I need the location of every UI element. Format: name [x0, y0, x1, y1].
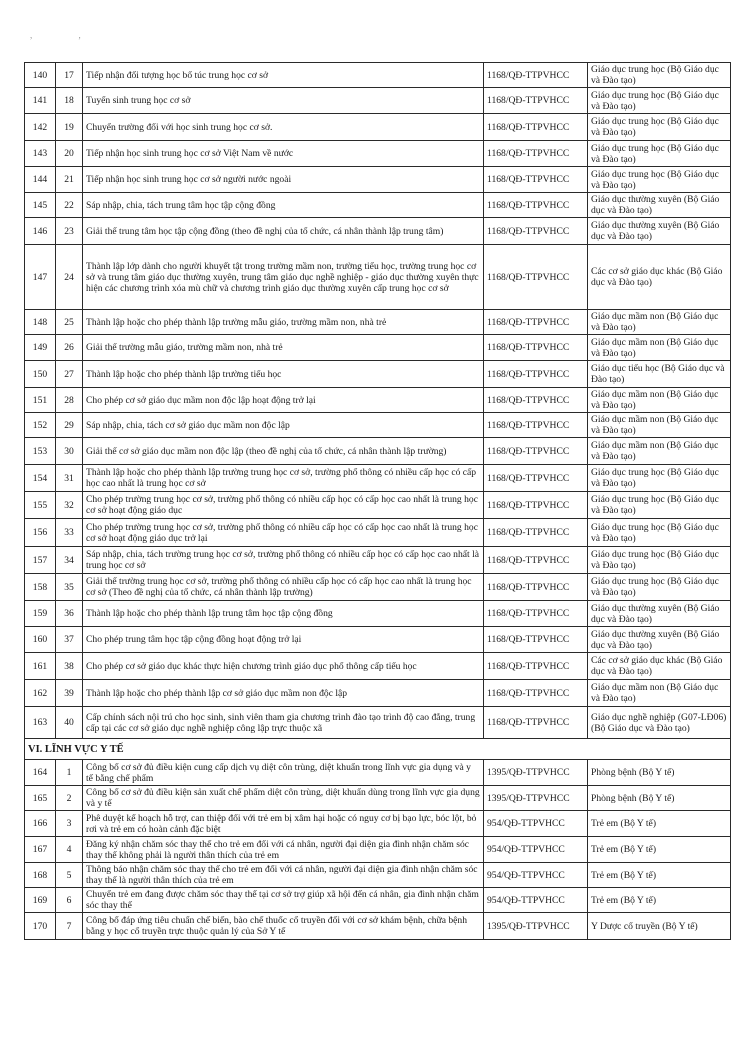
procedure-name: Sáp nhập, chia, tách cơ sở giáo dục mầm non độc lập	[83, 413, 484, 438]
section-row-health	[25, 739, 731, 760]
decision-code: 1168/QĐ-TTPVHCC	[484, 438, 588, 465]
decision-code: 1395/QĐ-TTPVHCC	[484, 913, 588, 940]
table-row	[25, 218, 731, 245]
procedure-field: Giáo dục trung học (Bộ Giáo dục và Đào tạo)	[588, 167, 731, 193]
procedure-name: Thành lập hoặc cho phép thành lập trường mẫu giáo, trường mầm non, nhà trẻ	[83, 310, 484, 335]
row-stt: 146	[25, 218, 56, 245]
row-stt: 159	[25, 601, 56, 627]
procedure-field: Giáo dục trung học (Bộ Giáo dục và Đào tạo)	[588, 88, 731, 114]
decision-code: 1168/QĐ-TTPVHCC	[484, 193, 588, 218]
decision-code: 1168/QĐ-TTPVHCC	[484, 547, 588, 574]
table-row	[25, 519, 731, 547]
row-number: 27	[56, 361, 83, 388]
procedure-name: Cho phép trung tâm học tập cộng đồng hoạt động trở lại	[83, 627, 484, 653]
procedure-field: Phòng bệnh (Bộ Y tế)	[588, 760, 731, 786]
row-number: 28	[56, 388, 83, 413]
decision-code: 954/QĐ-TTPVHCC	[484, 863, 588, 888]
row-number: 3	[56, 811, 83, 837]
row-number: 1	[56, 760, 83, 786]
table-row	[25, 863, 731, 888]
health-rows	[25, 760, 731, 940]
table-row	[25, 438, 731, 465]
procedure-name: Thông báo nhận chăm sóc thay thế cho trẻ em đối với cá nhân, người đại diện gia đình nhận chăm sóc thay thế là người thân thích của trẻ em	[83, 863, 484, 888]
row-stt: 166	[25, 811, 56, 837]
decision-code: 1168/QĐ-TTPVHCC	[484, 492, 588, 519]
procedure-name: Thành lập hoặc cho phép thành lập cơ sở giáo dục mầm non độc lập	[83, 680, 484, 707]
row-number: 38	[56, 653, 83, 680]
row-stt: 158	[25, 574, 56, 601]
table-row	[25, 627, 731, 653]
decision-code: 954/QĐ-TTPVHCC	[484, 837, 588, 863]
decision-code: 1168/QĐ-TTPVHCC	[484, 88, 588, 114]
row-stt: 163	[25, 707, 56, 739]
scan-corner-marks: , ,	[30, 30, 103, 40]
education-rows	[25, 63, 731, 739]
table-row	[25, 760, 731, 786]
decision-code: 1168/QĐ-TTPVHCC	[484, 413, 588, 438]
row-number: 35	[56, 574, 83, 601]
row-number: 36	[56, 601, 83, 627]
table-row	[25, 653, 731, 680]
procedure-field: Giáo dục nghề nghiệp (G07-LĐ06) (Bộ Giáo dục và Đào tạo)	[588, 707, 731, 739]
row-number: 22	[56, 193, 83, 218]
procedure-field: Giáo dục thường xuyên (Bộ Giáo dục và Đào tạo)	[588, 193, 731, 218]
procedure-name: Thành lập lớp dành cho người khuyết tật trong trường mầm non, trường tiểu học, trường trung học cơ sở và trung tâm giáo dục thường xuyên, trung tâm giáo dục nghề nghiệp - giáo dục thường xuyên thực hiện các chương trình xóa mù chữ và chương trình giáo dục thường xuyên cấp trung học cơ sở	[83, 245, 484, 310]
procedure-field: Giáo dục thường xuyên (Bộ Giáo dục và Đào tạo)	[588, 601, 731, 627]
table-row	[25, 114, 731, 141]
table-row	[25, 913, 731, 940]
row-number: 31	[56, 465, 83, 492]
table-row	[25, 547, 731, 574]
decision-code: 1168/QĐ-TTPVHCC	[484, 519, 588, 547]
row-stt: 140	[25, 63, 56, 88]
procedure-name: Thành lập hoặc cho phép thành lập trung tâm học tập cộng đồng	[83, 601, 484, 627]
table-row	[25, 310, 731, 335]
procedure-field: Giáo dục mầm non (Bộ Giáo dục và Đào tạo)	[588, 438, 731, 465]
table-row	[25, 193, 731, 218]
row-stt: 162	[25, 680, 56, 707]
procedure-field: Giáo dục mầm non (Bộ Giáo dục và Đào tạo)	[588, 388, 731, 413]
row-number: 2	[56, 786, 83, 811]
procedure-field: Giáo dục trung học (Bộ Giáo dục và Đào tạo)	[588, 114, 731, 141]
decision-code: 1168/QĐ-TTPVHCC	[484, 601, 588, 627]
procedure-field: Trẻ em (Bộ Y tế)	[588, 888, 731, 913]
decision-code: 1168/QĐ-TTPVHCC	[484, 388, 588, 413]
procedure-field: Giáo dục mầm non (Bộ Giáo dục và Đào tạo)	[588, 413, 731, 438]
procedure-field: Các cơ sở giáo dục khác (Bộ Giáo dục và Đào tạo)	[588, 653, 731, 680]
procedure-name: Thành lập hoặc cho phép thành lập trường trung học cơ sở, trường phổ thông có nhiều cấp học có cấp học cao nhất là trung học cơ sở	[83, 465, 484, 492]
decision-code: 1168/QĐ-TTPVHCC	[484, 627, 588, 653]
row-stt: 143	[25, 141, 56, 167]
procedure-name: Đăng ký nhận chăm sóc thay thế cho trẻ em đối với cá nhân, người đại diện gia đình nhận chăm sóc thay thế không phải là người thân thích của trẻ em	[83, 837, 484, 863]
procedure-field: Giáo dục tiểu học (Bộ Giáo dục và Đào tạo)	[588, 361, 731, 388]
procedure-name: Cho phép trường trung học cơ sở, trường phổ thông có nhiều cấp học có cấp học cao nhất là trung học cơ sở hoạt động giáo dục trở lại	[83, 519, 484, 547]
row-number: 40	[56, 707, 83, 739]
procedure-name: Giải thể trường mẫu giáo, trường mầm non, nhà trẻ	[83, 335, 484, 361]
row-number: 30	[56, 438, 83, 465]
procedure-field: Trẻ em (Bộ Y tế)	[588, 863, 731, 888]
procedure-name: Cho phép cơ sở giáo dục khác thực hiện chương trình giáo dục phổ thông cấp tiểu học	[83, 653, 484, 680]
row-number: 24	[56, 245, 83, 310]
procedure-name: Cho phép trường trung học cơ sở, trường phổ thông có nhiều cấp học có cấp học cao nhất là trung học cơ sở hoạt động giáo dục	[83, 492, 484, 519]
row-number: 19	[56, 114, 83, 141]
row-stt: 148	[25, 310, 56, 335]
procedure-field: Giáo dục trung học (Bộ Giáo dục và Đào tạo)	[588, 519, 731, 547]
procedure-name: Công bố đáp ứng tiêu chuẩn chế biến, bào chế thuốc cổ truyền đối với cơ sở khám bệnh, chữa bệnh bằng y học cổ truyền trực thuộc quản lý của Sở Y tế	[83, 913, 484, 940]
decision-code: 1168/QĐ-TTPVHCC	[484, 335, 588, 361]
procedure-name: Cho phép cơ sở giáo dục mầm non độc lập hoạt động trở lại	[83, 388, 484, 413]
decision-code: 1168/QĐ-TTPVHCC	[484, 680, 588, 707]
decision-code: 1168/QĐ-TTPVHCC	[484, 63, 588, 88]
table-row	[25, 388, 731, 413]
procedure-field: Giáo dục thường xuyên (Bộ Giáo dục và Đào tạo)	[588, 218, 731, 245]
table-row	[25, 361, 731, 388]
row-stt: 155	[25, 492, 56, 519]
procedure-name: Thành lập hoặc cho phép thành lập trường tiểu học	[83, 361, 484, 388]
procedure-name: Giải thể cơ sở giáo dục mầm non độc lập (theo đề nghị của tổ chức, cá nhân thành lập trường)	[83, 438, 484, 465]
procedure-field: Các cơ sở giáo dục khác (Bộ Giáo dục và Đào tạo)	[588, 245, 731, 310]
procedure-name: Tiếp nhận học sinh trung học cơ sở người nước ngoài	[83, 167, 484, 193]
row-stt: 161	[25, 653, 56, 680]
decision-code: 1168/QĐ-TTPVHCC	[484, 167, 588, 193]
table-row	[25, 245, 731, 310]
decision-code: 1168/QĐ-TTPVHCC	[484, 114, 588, 141]
decision-code: 1168/QĐ-TTPVHCC	[484, 465, 588, 492]
row-number: 5	[56, 863, 83, 888]
procedure-name: Cấp chính sách nội trú cho học sinh, sinh viên tham gia chương trình đào tạo trình độ cao đẳng, trung cấp tại các cơ sở giáo dục nghề nghiệp công lập trực thuộc xã	[83, 707, 484, 739]
procedure-field: Phòng bệnh (Bộ Y tế)	[588, 786, 731, 811]
row-stt: 154	[25, 465, 56, 492]
procedure-field: Giáo dục mầm non (Bộ Giáo dục và Đào tạo)	[588, 335, 731, 361]
row-stt: 156	[25, 519, 56, 547]
decision-code: 1168/QĐ-TTPVHCC	[484, 141, 588, 167]
procedure-field: Trẻ em (Bộ Y tế)	[588, 811, 731, 837]
row-stt: 164	[25, 760, 56, 786]
decision-code: 954/QĐ-TTPVHCC	[484, 811, 588, 837]
decision-code: 1168/QĐ-TTPVHCC	[484, 574, 588, 601]
procedure-name: Tiếp nhận đối tượng học bổ túc trung học cơ sở	[83, 63, 484, 88]
table-row	[25, 680, 731, 707]
row-number: 34	[56, 547, 83, 574]
procedure-name: Công bố cơ sở đủ điều kiện cung cấp dịch vụ diệt côn trùng, diệt khuẩn trong lĩnh vực gia dụng và y tế bằng chế phẩm	[83, 760, 484, 786]
row-number: 33	[56, 519, 83, 547]
procedure-field: Giáo dục trung học (Bộ Giáo dục và Đào tạo)	[588, 547, 731, 574]
row-number: 29	[56, 413, 83, 438]
row-stt: 152	[25, 413, 56, 438]
table-row	[25, 167, 731, 193]
row-number: 18	[56, 88, 83, 114]
row-number: 25	[56, 310, 83, 335]
row-stt: 142	[25, 114, 56, 141]
table-row	[25, 141, 731, 167]
row-stt: 169	[25, 888, 56, 913]
table-row	[25, 335, 731, 361]
row-stt: 168	[25, 863, 56, 888]
table-row	[25, 837, 731, 863]
row-stt: 160	[25, 627, 56, 653]
decision-code: 1168/QĐ-TTPVHCC	[484, 653, 588, 680]
row-number: 37	[56, 627, 83, 653]
procedure-name: Giải thể trường trung học cơ sở, trường phổ thông có nhiều cấp học có cấp học cao nhất là trung học cơ sở (Theo đề nghị của tổ chức, cá nhân thành lập trường)	[83, 574, 484, 601]
procedure-name: Phê duyệt kế hoạch hỗ trợ, can thiệp đối với trẻ em bị xâm hại hoặc có nguy cơ bị bạo lực, bóc lột, bỏ rơi và trẻ em có hoàn cảnh đặc biệt	[83, 811, 484, 837]
decision-code: 1395/QĐ-TTPVHCC	[484, 786, 588, 811]
table-row	[25, 88, 731, 114]
row-number: 4	[56, 837, 83, 863]
table-row	[25, 63, 731, 88]
decision-code: 954/QĐ-TTPVHCC	[484, 888, 588, 913]
row-stt: 153	[25, 438, 56, 465]
section-title: VI. LĨNH VỰC Y TẾ	[25, 739, 731, 760]
row-number: 32	[56, 492, 83, 519]
procedure-field: Giáo dục trung học (Bộ Giáo dục và Đào tạo)	[588, 465, 731, 492]
procedure-name: Tiếp nhận học sinh trung học cơ sở Việt Nam về nước	[83, 141, 484, 167]
row-number: 21	[56, 167, 83, 193]
decision-code: 1168/QĐ-TTPVHCC	[484, 245, 588, 310]
procedure-field: Y Dược cổ truyền (Bộ Y tế)	[588, 913, 731, 940]
row-number: 6	[56, 888, 83, 913]
procedure-name: Sáp nhập, chia, tách trung tâm học tập cộng đồng	[83, 193, 484, 218]
row-stt: 149	[25, 335, 56, 361]
procedure-table	[24, 62, 731, 940]
row-number: 23	[56, 218, 83, 245]
table-row	[25, 786, 731, 811]
row-number: 39	[56, 680, 83, 707]
table-row	[25, 413, 731, 438]
row-stt: 165	[25, 786, 56, 811]
table-row	[25, 465, 731, 492]
row-number: 26	[56, 335, 83, 361]
table-row	[25, 492, 731, 519]
decision-code: 1395/QĐ-TTPVHCC	[484, 760, 588, 786]
row-stt: 150	[25, 361, 56, 388]
procedure-name: Chuyển trường đối với học sinh trung học cơ sở.	[83, 114, 484, 141]
procedure-field: Giáo dục trung học (Bộ Giáo dục và Đào tạo)	[588, 574, 731, 601]
row-stt: 144	[25, 167, 56, 193]
procedure-field: Giáo dục mầm non (Bộ Giáo dục và Đào tạo)	[588, 680, 731, 707]
row-stt: 141	[25, 88, 56, 114]
procedure-field: Giáo dục thường xuyên (Bộ Giáo dục và Đào tạo)	[588, 627, 731, 653]
table-row	[25, 811, 731, 837]
procedure-field: Giáo dục trung học (Bộ Giáo dục và Đào tạo)	[588, 63, 731, 88]
decision-code: 1168/QĐ-TTPVHCC	[484, 310, 588, 335]
procedure-field: Giáo dục mầm non (Bộ Giáo dục và Đào tạo)	[588, 310, 731, 335]
row-stt: 170	[25, 913, 56, 940]
table-row	[25, 707, 731, 739]
procedure-name: Sáp nhập, chia, tách trường trung học cơ sở, trường phổ thông có nhiều cấp học có cấp học cao nhất là trung học cơ sở	[83, 547, 484, 574]
decision-code: 1168/QĐ-TTPVHCC	[484, 707, 588, 739]
row-number: 20	[56, 141, 83, 167]
decision-code: 1168/QĐ-TTPVHCC	[484, 361, 588, 388]
row-number: 17	[56, 63, 83, 88]
table-row	[25, 574, 731, 601]
row-stt: 145	[25, 193, 56, 218]
table-row	[25, 601, 731, 627]
procedure-field: Giáo dục trung học (Bộ Giáo dục và Đào tạo)	[588, 141, 731, 167]
table-row	[25, 888, 731, 913]
row-number: 7	[56, 913, 83, 940]
row-stt: 151	[25, 388, 56, 413]
procedure-name: Giải thể trung tâm học tập cộng đồng (theo đề nghị của tổ chức, cá nhân thành lập trung tâm)	[83, 218, 484, 245]
procedure-field: Trẻ em (Bộ Y tế)	[588, 837, 731, 863]
row-stt: 147	[25, 245, 56, 310]
decision-code: 1168/QĐ-TTPVHCC	[484, 218, 588, 245]
procedure-name: Chuyển trẻ em đang được chăm sóc thay thế tại cơ sở trợ giúp xã hội đến cá nhân, gia đình nhận chăm sóc thay thế	[83, 888, 484, 913]
procedure-name: Tuyển sinh trung học cơ sở	[83, 88, 484, 114]
row-stt: 157	[25, 547, 56, 574]
procedure-name: Công bố cơ sở đủ điều kiện sản xuất chế phẩm diệt côn trùng, diệt khuẩn dùng trong lĩnh vực gia dụng và y tế	[83, 786, 484, 811]
procedure-field: Giáo dục trung học (Bộ Giáo dục và Đào tạo)	[588, 492, 731, 519]
row-stt: 167	[25, 837, 56, 863]
